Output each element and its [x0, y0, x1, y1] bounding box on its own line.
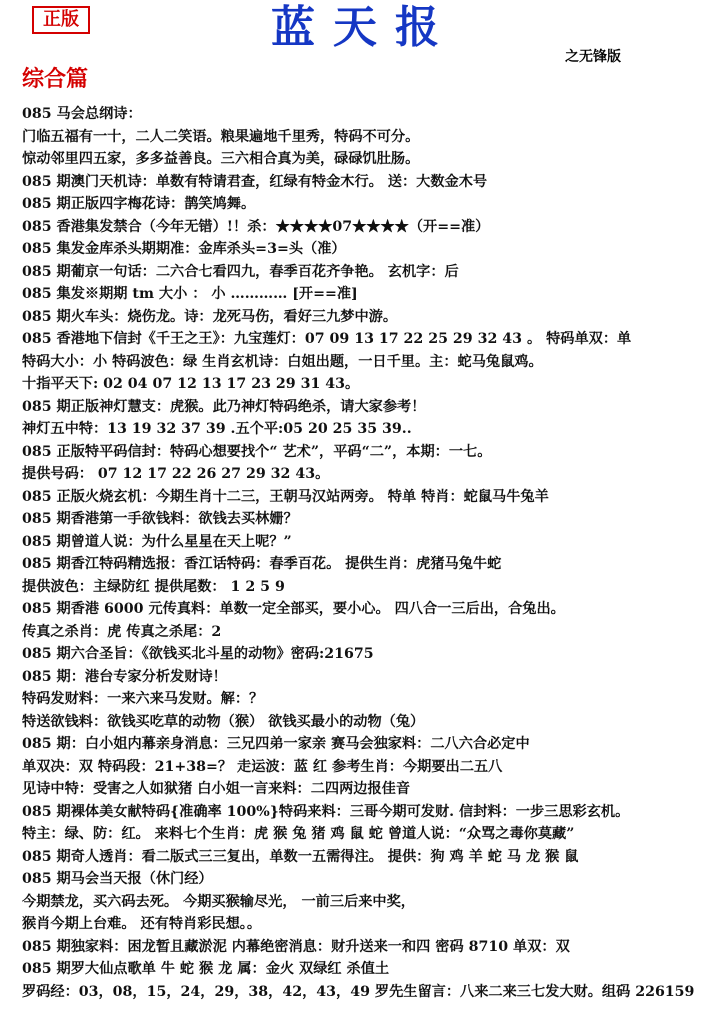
text-line: 085 期独家料：困龙暂且藏淤泥 内幕绝密消息：财升送来一和四 密码 8710 单双：双 [22, 938, 570, 955]
text-line: 今期禁龙，买六码去死。 今期买猴输尽光， 一前三后来中奖， [22, 893, 415, 910]
text-line: 提供波色：主绿防红 提供尾数： 1 2 5 9 [22, 578, 285, 595]
text-line: 085 马会总纲诗： [22, 106, 142, 122]
text-line: 085 期葡京一句话：二六合七看四九，春季百花齐争艳。 玄机字：后 [22, 263, 459, 280]
text-line: 085 期：港台专家分析发财诗！ [22, 668, 227, 685]
text-line: 085 期正版神灯慧支：虎猴。此乃神灯特码绝杀，请大家参考！ [22, 398, 426, 415]
text-line: 十指平天下: 02 04 07 12 13 17 23 29 31 43。 [22, 376, 360, 392]
text-line: 085 期马会当天报（休门经） [22, 871, 213, 887]
text-line: 085 期奇人透肖：看二版式三三复出，单数一五需得注。 提供：狗 鸡 羊 蛇 马 龙 猴 鼠 [22, 848, 579, 865]
text-line: 特码大小：小 特码波色：绿 生肖玄机诗：白姐出题，一日千里。主：蛇马兔鼠鸡。 [22, 353, 543, 370]
text-line: 085 香港集发禁合（今年无错）!！杀：★★★★07★★★★（开==准） [22, 218, 490, 235]
text-line: 085 期裸体美女献特码{准确率 100%}特码来料：三哥今期可发财. 信封料：一步三思彩玄机。 [22, 803, 630, 820]
content-lines [22, 103, 712, 1003]
newspaper-title: 蓝天报 [271, 2, 457, 53]
text-line: 特主：绿、防：红。 来料七个生肖：虎 猴 兔 猪 鸡 鼠 蛇 曾道人说：“众骂之毒你莫藏” [22, 826, 575, 842]
text-line: 085 正版火烧玄机：今期生肖十二三，王朝马汉站两旁。 特单 特肖：蛇鼠马牛兔羊 [22, 488, 549, 505]
text-line: 085 期澳门天机诗：单数有特请君查，红绿有特金木行。 送：大数金木号 [22, 173, 488, 190]
text-line: 085 正版特平码信封：特码心想要找个“ 艺术”，平码“二”，本期：一七。 [22, 443, 492, 460]
text-line: 085 期香港第一手欲钱料：欲钱去买林姗？ [22, 511, 298, 527]
text-line: 085 期火车头：烧伤龙。诗：龙死马伤，看好三九梦中游。 [22, 308, 398, 325]
text-line: 猴肖今期上台难。 还有特肖彩民想。。 [22, 916, 262, 932]
text-line: 罗码经：03，08，15，24，29，38，42，43，49 罗先生留言：八来二来三七发大财。组码 226159 [22, 983, 695, 1000]
text-line: 085 期曾道人说：为什么星星在天上呢？” [22, 533, 292, 550]
text-line: 085 期罗大仙点歌单 牛 蛇 猴 龙 属：金火 双绿红 杀值土 [22, 961, 390, 977]
text-line: 085 期正版四字梅花诗：鹊笑鸠舞。 [22, 196, 256, 212]
text-line: 085 集发※期期 tm 大小 ： 小 ………… [开==准] [22, 286, 358, 302]
text-line: 085 期香江特码精选报：香江话特码：春季百花。 提供生肖：虎猪马兔牛蛇 [22, 556, 502, 572]
text-line: 085 香港地下信封《千王之王》：九宝莲灯：07 09 13 17 22 25 29 32 43 。 特码单双：单 [22, 331, 632, 347]
text-line: 见诗中特：受害之人如狱猪 白小姐一言来料：二四两边报佳音 [22, 781, 411, 797]
text-line: 085 期六合圣旨：《欲钱买北斗星的动物》密码:21675 [22, 646, 374, 662]
text-line: 085 期香港 6000 元传真料：单数一定全部买，要小心。 四八合一三后出，合兔出。 [22, 601, 565, 617]
text-line: 门临五福有一十，二人二笑语。粮果遍地千里秀，特码不可分。 [22, 128, 420, 145]
text-line: 提供号码： 07 12 17 22 26 27 29 32 43。 [22, 466, 330, 482]
text-line: 惊动邻里四五家，多多益善良。三六相合真为美，碌碌饥肚肠。 [22, 151, 420, 167]
text-line: 特送欲钱料：欲钱买吃草的动物（猴） 欲钱买最小的动物（兔） [22, 713, 425, 730]
text-line: 特码发财料：一来六来马发财。解：？ [22, 691, 264, 707]
text-line: 085 集发金库杀头期期准：金库杀头=3=头（准） [22, 241, 346, 257]
section-heading: 综合篇 [22, 66, 89, 92]
text-line: 085 期：白小姐内幕亲身消息：三兄四弟一家亲 赛马会独家料：二八六合必定中 [22, 736, 530, 752]
text-line: 神灯五中特：13 19 32 37 39 .五个平:05 20 25 35 39.. [22, 421, 412, 437]
edition-label: 之无锋版 [565, 49, 621, 65]
edition-badge: 正版 [32, 6, 90, 34]
text-line: 单双决：双 特码段：21+38=？ 走运波：蓝 红 参考生肖：今期要出二五八 [22, 758, 503, 775]
text-line: 传真之杀肖：虎 传真之杀尾：2 [22, 623, 222, 640]
